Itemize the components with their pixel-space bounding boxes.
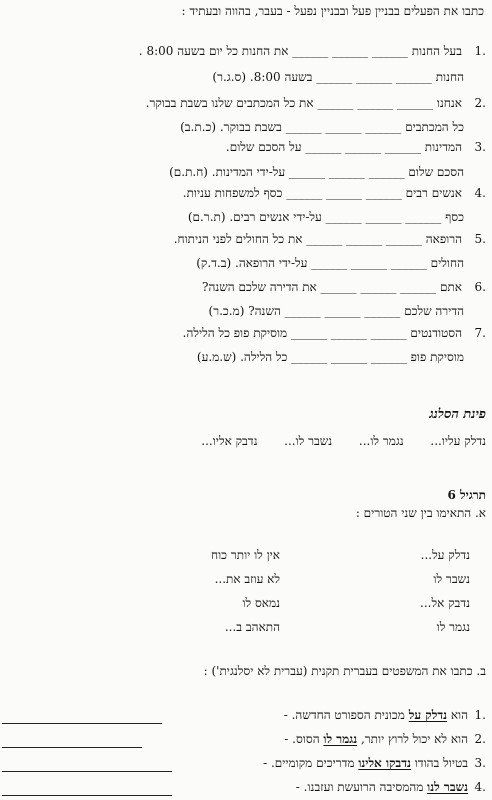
slang-expression: נדבקו אלינו: [358, 756, 411, 770]
exercise-number: 2.: [474, 96, 486, 110]
match-right: לא עוזב את...: [214, 572, 280, 586]
exercise-line-1: הסטודנטים ______ ______ ______ מוסיקת פופ כל הלילה.: [182, 326, 462, 340]
answer-line[interactable]: [2, 785, 172, 796]
answer-line[interactable]: [2, 761, 172, 772]
slang-title: פינת הסלנג: [429, 407, 486, 422]
answer-line[interactable]: [2, 737, 142, 748]
match-right: נמאס לו: [242, 596, 280, 610]
match-right: אין לו יותר כוח: [211, 548, 280, 562]
exercise-line-2: החולים ______ ______ ______ על-ידי הרופאה. (ב.ד.ק): [196, 256, 464, 270]
exercise-number: 3.: [474, 140, 486, 154]
sentence-pre: הוא לא יכול לרוץ יותר,: [357, 732, 468, 746]
sentence-number: 3.: [474, 756, 486, 770]
exercise-line-1: בעל החנות ______ ______ ______ את החנות כל יום בשעה 8:00 .: [138, 44, 462, 58]
exercise-line-1: הרופאה ______ ______ ______ את כל החולים לפני הניתוח.: [173, 232, 462, 246]
exercise-line-2: כל המכתבים ______ ______ ______ בשבת בבוקר. (כ.ת.ב): [180, 120, 464, 134]
sentence-post: הסוס. -: [284, 732, 324, 746]
exercise-line-1: אתם ______ ______ ______ את הדירה שלכם השנה?: [202, 280, 462, 294]
exercise-line-2: כסף ______ ______ ______ על-ידי אנשים רבים. (ת.ר.ם): [187, 210, 464, 224]
sentence-pre: הוא: [447, 708, 468, 722]
exercise-line-2: החנות ______ ______ ______ בשעה 8:00. (ס.ג.ר): [212, 70, 464, 84]
sentence-post: מהמסיבה הרועשת ועזבנו. -: [295, 780, 428, 794]
slang-expression: נגמר לו: [323, 732, 358, 746]
sentence-number: 2.: [474, 732, 486, 746]
match-left: נדבק אל...: [420, 596, 470, 610]
sentence-pre: בטיול בהודו: [410, 756, 468, 770]
instruction: כתבו את הפעלים בבניין פעל ובבניין נפעל - בעבר, בהווה ובעתיד :: [181, 4, 484, 18]
exercise-line-2: הסכם שלום ______ ______ ______ על-ידי המדינות. (ח.ת.ם): [169, 165, 464, 179]
exercise-line-2: הדירה שלכם ______ ______ ______ השנה? (מ.כ.ר): [208, 304, 464, 318]
sentence-post: מדריכים מקומיים. -: [263, 756, 359, 770]
exercise6-part-a: א. התאימו בין שני הטורים :: [355, 506, 486, 520]
exercise-number: 7.: [474, 326, 486, 340]
sentence-text: [263, 756, 468, 770]
exercise6-title: תרגיל 6: [447, 488, 486, 502]
match-left: נגמר לו: [436, 620, 470, 634]
exercise-number: 4.: [474, 186, 486, 200]
match-left: נשבר לו: [433, 572, 470, 586]
exercise-number: 6.: [474, 280, 486, 294]
exercise-line-2: מוסיקת פופ ______ ______ ______ כל הלילה. (ש.מ.ע): [196, 350, 464, 364]
sentence-post: מכונית הספורט החדשה. -: [283, 708, 409, 722]
answer-line[interactable]: [2, 713, 162, 724]
exercise6-part-b: ב. כתבו את המשפטים בעברית תקנית (עברית לא יסלנגית') :: [203, 664, 486, 678]
exercise-number: 1.: [474, 44, 486, 58]
sentence-number: 1.: [474, 708, 486, 722]
exercise-line-1: אנשים רבים ______ ______ ______ כסף למשפחות עניות.: [182, 186, 462, 200]
exercise-line-1: אנחנו ______ ______ ______ את כל המכתבים שלנו בשבת בבוקר.: [145, 96, 462, 110]
match-right: התאהב ב...: [224, 620, 280, 634]
sentence-text: [296, 780, 468, 794]
slang-expression: נשבר לנו: [427, 780, 468, 794]
exercise-line-1: המדינות ______ ______ ______ על הסכם שלום.: [225, 140, 462, 154]
exercise-number: 5.: [474, 232, 486, 246]
slang-phrases: נדלק עליו... נגמר לו... נשבר לו... נדבק אליו...: [201, 434, 486, 448]
sentence-text: [284, 732, 468, 746]
sentence-number: 4.: [474, 780, 486, 794]
slang-expression: נדלק על: [408, 708, 447, 722]
sentence-text: [284, 708, 468, 722]
match-left: נדלק על...: [420, 548, 470, 562]
